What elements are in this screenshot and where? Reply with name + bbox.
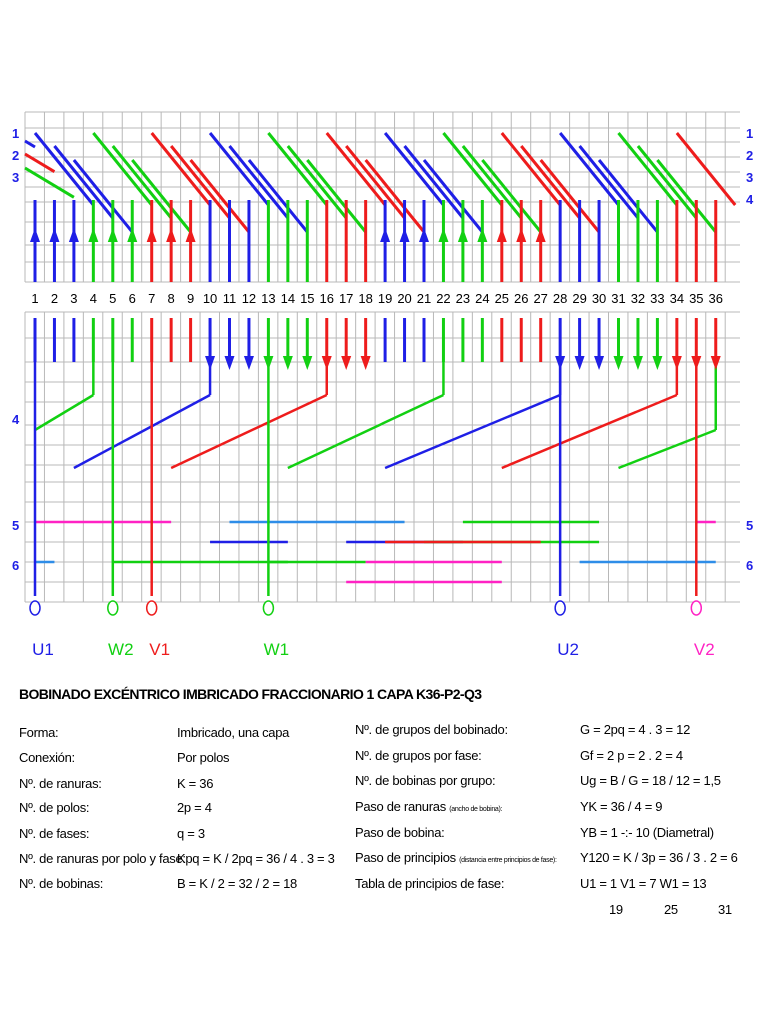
slot-number: 7 <box>148 291 156 306</box>
slot-number: 16 <box>319 291 334 306</box>
slot-number: 13 <box>261 291 276 306</box>
down-arrow <box>244 356 254 370</box>
slot-number: 12 <box>241 291 257 306</box>
terminal-label: U1 <box>32 640 54 659</box>
terminal-label: W1 <box>263 640 290 659</box>
spec-label: Forma: <box>19 725 59 740</box>
down-arrow <box>652 356 662 370</box>
up-arrow <box>497 228 507 242</box>
down-arrow <box>594 356 604 370</box>
slot-number: 1 <box>31 291 39 306</box>
terminal-circle <box>263 601 273 615</box>
row-label-left: 3 <box>12 170 20 185</box>
slot-number: 2 <box>50 291 59 306</box>
spec-label: Nº. de ranuras: <box>19 776 102 791</box>
slot-number: 10 <box>202 291 218 306</box>
spec-label: Nº. de bobinas por grupo: <box>355 773 496 788</box>
down-arrow <box>614 356 624 370</box>
group-link <box>171 395 327 468</box>
spec-value: Ug = B / G = 18 / 12 = 1,5 <box>580 773 721 788</box>
slot-number: 19 <box>377 291 393 306</box>
down-arrow <box>575 356 585 370</box>
slot-number: 27 <box>533 291 548 306</box>
terminal-circle <box>555 601 565 615</box>
down-arrow <box>283 356 293 370</box>
spec-value: G = 2pq = 4 . 3 = 12 <box>580 722 691 737</box>
up-arrow <box>166 228 176 242</box>
terminal-label: V2 <box>693 640 715 659</box>
row-label-left: 4 <box>12 412 20 427</box>
up-arrow <box>438 228 448 242</box>
up-arrow <box>49 228 59 242</box>
terminal-circle <box>108 601 118 615</box>
slot-numbers <box>31 291 723 306</box>
row-label-right: 1 <box>746 126 754 141</box>
spec-label: Paso de ranuras (ancho de bobina): <box>355 799 503 814</box>
slot-number: 31 <box>611 291 626 306</box>
spec-value: 2p = 4 <box>177 800 212 815</box>
slot-number: 35 <box>689 291 704 306</box>
slot-number: 8 <box>167 291 175 306</box>
slot-number: 5 <box>109 291 117 306</box>
spec-label: Nº. de bobinas: <box>19 876 104 891</box>
down-arrow <box>691 356 701 370</box>
spec-value: Kpq = K / 2pq = 36 / 4 . 3 = 3 <box>177 851 335 866</box>
row-label-right: 4 <box>746 192 754 207</box>
up-arrow <box>477 228 487 242</box>
spec-label: Nº. de fases: <box>19 826 90 841</box>
slot-number: 22 <box>436 291 451 306</box>
up-arrow <box>88 228 98 242</box>
spec-label: Nº. de ranuras por polo y fase: <box>19 851 186 866</box>
row-label-right: 5 <box>746 518 754 533</box>
slot-number: 34 <box>669 291 685 306</box>
terminal-circle <box>30 601 40 615</box>
group-link <box>288 395 444 468</box>
up-arrow <box>400 228 410 242</box>
slot-number: 3 <box>70 291 78 306</box>
up-arrow <box>380 228 390 242</box>
slot-number: 9 <box>186 291 195 306</box>
up-arrow <box>147 228 157 242</box>
slot-number: 25 <box>494 291 510 306</box>
slot-number: 11 <box>222 291 237 306</box>
slot-number: 24 <box>475 291 490 306</box>
diagram-title: BOBINADO EXCÉNTRICO IMBRICADO FRACCIONARIO 1 CAPA K36-P2-Q3 <box>19 686 482 702</box>
slot-number: 14 <box>280 291 296 306</box>
up-arrow <box>186 228 196 242</box>
terminal-label: U2 <box>557 640 580 659</box>
spec-label: Tabla de principios de fase: <box>355 876 505 891</box>
terminal-label: V1 <box>149 640 171 659</box>
slot-number: 28 <box>552 291 568 306</box>
terminal-circle <box>691 601 701 615</box>
row-label-left: 1 <box>12 126 20 141</box>
up-arrow <box>30 228 40 242</box>
spec-label: Nº. de polos: <box>19 800 90 815</box>
row-label-left: 2 <box>12 148 20 163</box>
spec-value: U1 = 1 V1 = 7 W1 = 13 <box>580 876 707 891</box>
terminals <box>30 601 715 659</box>
principle-u: 19 <box>609 902 623 917</box>
spec-value: Y120 = K / 3p = 36 / 3 . 2 = 6 <box>580 850 738 865</box>
row-label-right: 2 <box>746 148 754 163</box>
slot-number: 21 <box>416 291 432 306</box>
principle-w: 31 <box>718 902 732 917</box>
row-label-right: 3 <box>746 170 754 185</box>
spec-value: Imbricado, una capa <box>177 725 290 740</box>
down-arrow <box>263 356 273 370</box>
spec-label: Conexión: <box>19 750 75 765</box>
slot-number: 20 <box>397 291 412 306</box>
slot-number: 30 <box>591 291 607 306</box>
up-arrow <box>419 228 429 242</box>
up-arrow <box>458 228 468 242</box>
up-arrow <box>127 228 137 242</box>
spec-label: Paso de principios (distancia entre principios de fase): <box>355 850 557 865</box>
down-arrow <box>205 356 215 370</box>
spec-value: Por polos <box>177 750 230 765</box>
slot-number: 6 <box>128 291 136 306</box>
slot-number: 26 <box>514 291 529 306</box>
down-arrow <box>711 356 721 370</box>
down-arrow <box>555 356 565 370</box>
down-arrow <box>302 356 312 370</box>
principle-v: 25 <box>664 902 678 917</box>
row-label-left: 5 <box>12 518 20 533</box>
terminal-circle <box>147 601 157 615</box>
slot-number: 23 <box>455 291 471 306</box>
slot-number: 15 <box>300 291 315 306</box>
slot-number: 36 <box>708 291 723 306</box>
up-arrow <box>536 228 546 242</box>
slot-number: 32 <box>630 291 646 306</box>
row-label-left: 6 <box>12 558 20 573</box>
up-arrow <box>108 228 118 242</box>
spec-value: B = K / 2 = 32 / 2 = 18 <box>177 876 297 891</box>
spec-value: q = 3 <box>177 826 205 841</box>
spec-value: K = 36 <box>177 776 214 791</box>
up-arrow <box>69 228 79 242</box>
down-arrow <box>633 356 643 370</box>
down-arrow <box>361 356 371 370</box>
slot-number: 29 <box>572 291 587 306</box>
spec-label: Nº. de grupos del bobinado: <box>355 722 508 737</box>
down-arrow <box>225 356 235 370</box>
down-arrow <box>322 356 332 370</box>
spec-value: YK = 36 / 4 = 9 <box>580 799 663 814</box>
terminal-label: W2 <box>108 640 134 659</box>
up-arrow <box>516 228 526 242</box>
spec-value: YB = 1 -:- 10 (Diametral) <box>580 825 714 840</box>
slot-number: 4 <box>89 291 97 306</box>
spec-value: Gf = 2 p = 2 . 2 = 4 <box>580 748 683 763</box>
slot-number: 17 <box>338 291 354 306</box>
down-arrow <box>341 356 351 370</box>
spec-label: Paso de bobina: <box>355 825 445 840</box>
row-label-right: 6 <box>746 558 754 573</box>
spec-label: Nº. de grupos por fase: <box>355 748 482 763</box>
slot-number: 33 <box>650 291 665 306</box>
slot-number: 18 <box>358 291 373 306</box>
down-arrow <box>672 356 682 370</box>
